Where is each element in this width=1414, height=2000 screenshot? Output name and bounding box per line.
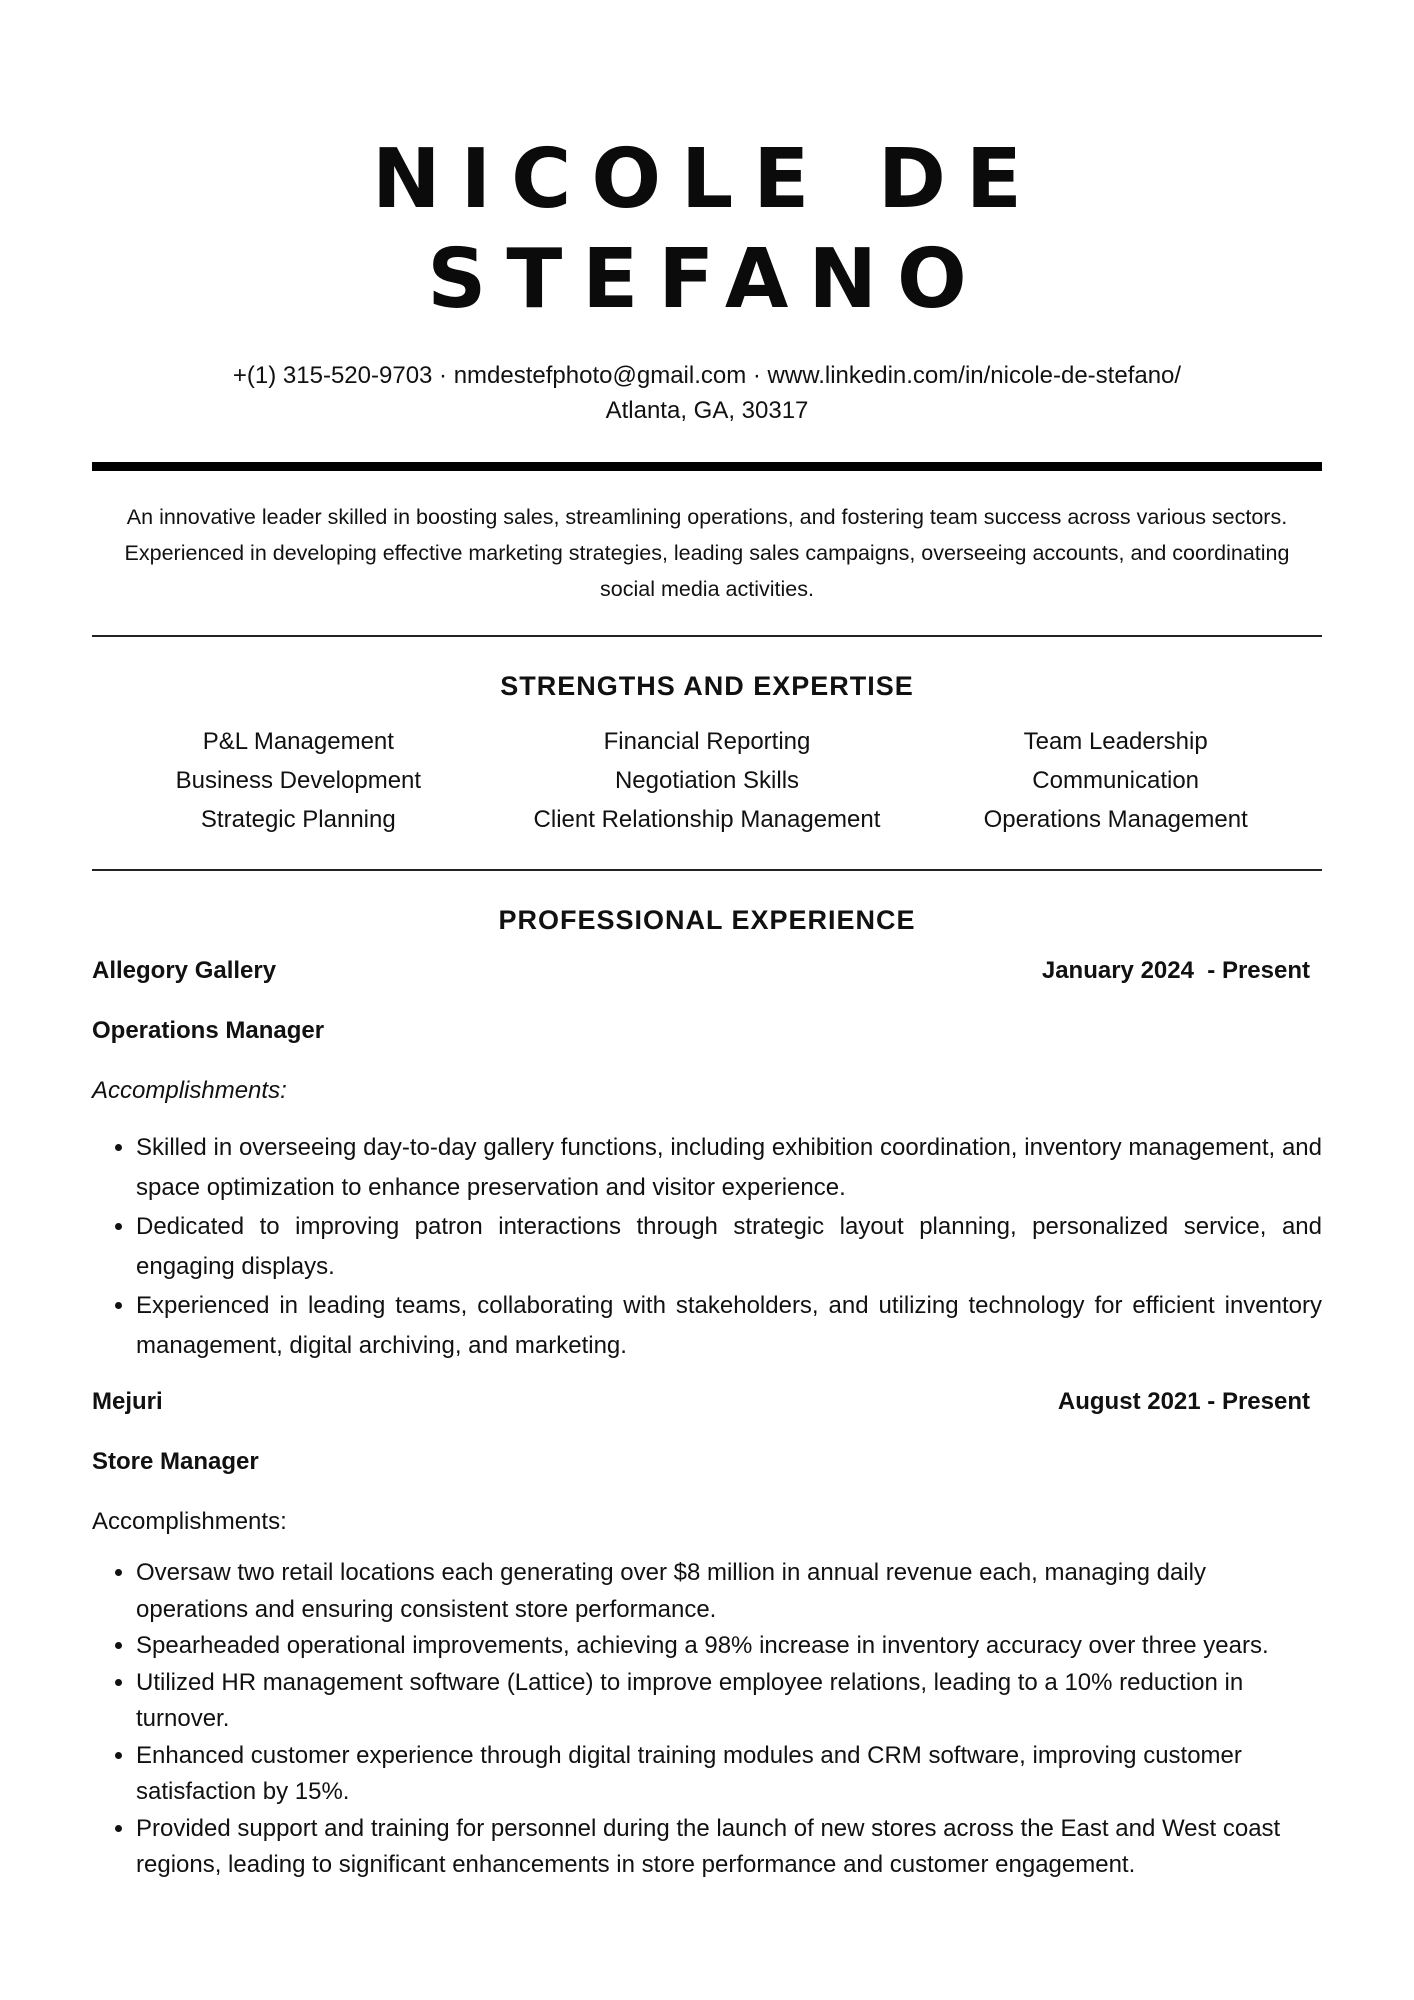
skill-item: Financial Reporting: [603, 728, 811, 755]
job-entry: [92, 956, 1322, 1365]
skill-item: Strategic Planning: [200, 806, 396, 833]
skill-item: Operations Management: [983, 806, 1248, 833]
skill-item: Business Development: [175, 767, 422, 794]
location: Atlanta, GA, 30317: [605, 397, 809, 424]
company-name: Mejuri: [92, 1388, 163, 1415]
experience-heading: PROFESSIONAL EXPERIENCE: [498, 905, 916, 935]
skill-item: Client Relationship Management: [533, 806, 881, 833]
skill-item: Team Leadership: [1023, 728, 1208, 755]
list-item: • Dedicated to improving patron interactions through strategic layout planning, personalized service, and engaging displays.: [136, 1207, 1322, 1286]
header-divider: [92, 462, 1322, 471]
job-entry: [92, 1387, 1322, 1884]
list-item: • Spearheaded operational improvements, achieving a 98% increase in inventory accuracy over three years.: [136, 1628, 1322, 1665]
skill-item: Communication: [1032, 767, 1200, 794]
list-item: • Utilized HR management software (Lattice) to improve employee relations, leading to a 10% reduction in turnover.: [136, 1665, 1322, 1738]
skill-item: Negotiation Skills: [614, 767, 800, 794]
section-divider: [92, 635, 1322, 637]
list-item: • Enhanced customer experience through digital training modules and CRM software, improving customer satisfaction by 15%.: [136, 1738, 1322, 1811]
job-header: [92, 956, 1322, 986]
accomplishments-list: [92, 1555, 1322, 1884]
list-item: • Skilled in overseeing day-to-day gallery functions, including exhibition coordination, inventory management, and space optimization to enhance preservation and visitor experience.: [136, 1128, 1322, 1207]
job-dates: January 2024 - Present: [1041, 957, 1310, 984]
accomplishments-list: [92, 1128, 1322, 1365]
job-header: [92, 1387, 1322, 1417]
list-item: • Oversaw two retail locations each generating over $8 million in annual revenue each, managing daily operations and ensuring consistent store performance.: [136, 1555, 1322, 1628]
summary-paragraph: An innovative leader skilled in boosting sales, streamlining operations, and fostering team success across various sectors. Experienced in developing effective marketing strategies, leading sales campaigns, overseeing accounts, and coordinating social media activities.: [124, 505, 1290, 601]
section-divider: [92, 869, 1322, 871]
skills-grid: [92, 722, 1322, 839]
accomplishments-label: Accomplishments:: [92, 1077, 287, 1104]
candidate-name: NICOLE DE STEFANO: [372, 132, 1042, 327]
job-title: Operations Manager: [92, 1017, 325, 1044]
skill-item: P&L Management: [202, 728, 394, 755]
accomplishments-label: Accomplishments:: [92, 1508, 287, 1535]
list-item: • Experienced in leading teams, collaborating with stakeholders, and utilizing technology for efficient inventory management, digital archiving, and marketing.: [136, 1286, 1322, 1365]
job-dates: August 2021 - Present: [1057, 1388, 1310, 1415]
company-name: Allegory Gallery: [92, 957, 277, 984]
strengths-heading: STRENGTHS AND EXPERTISE: [500, 671, 914, 701]
list-item: • Provided support and training for personnel during the launch of new stores across the East and West coast regions, leading to significant enhancements in store performance and customer engagement.: [136, 1811, 1322, 1884]
contact-info: +(1) 315-520-9703 · nmdestefphoto@gmail.com · www.linkedin.com/in/nicole-de-stefano/: [232, 362, 1182, 389]
job-title: Store Manager: [92, 1448, 259, 1475]
